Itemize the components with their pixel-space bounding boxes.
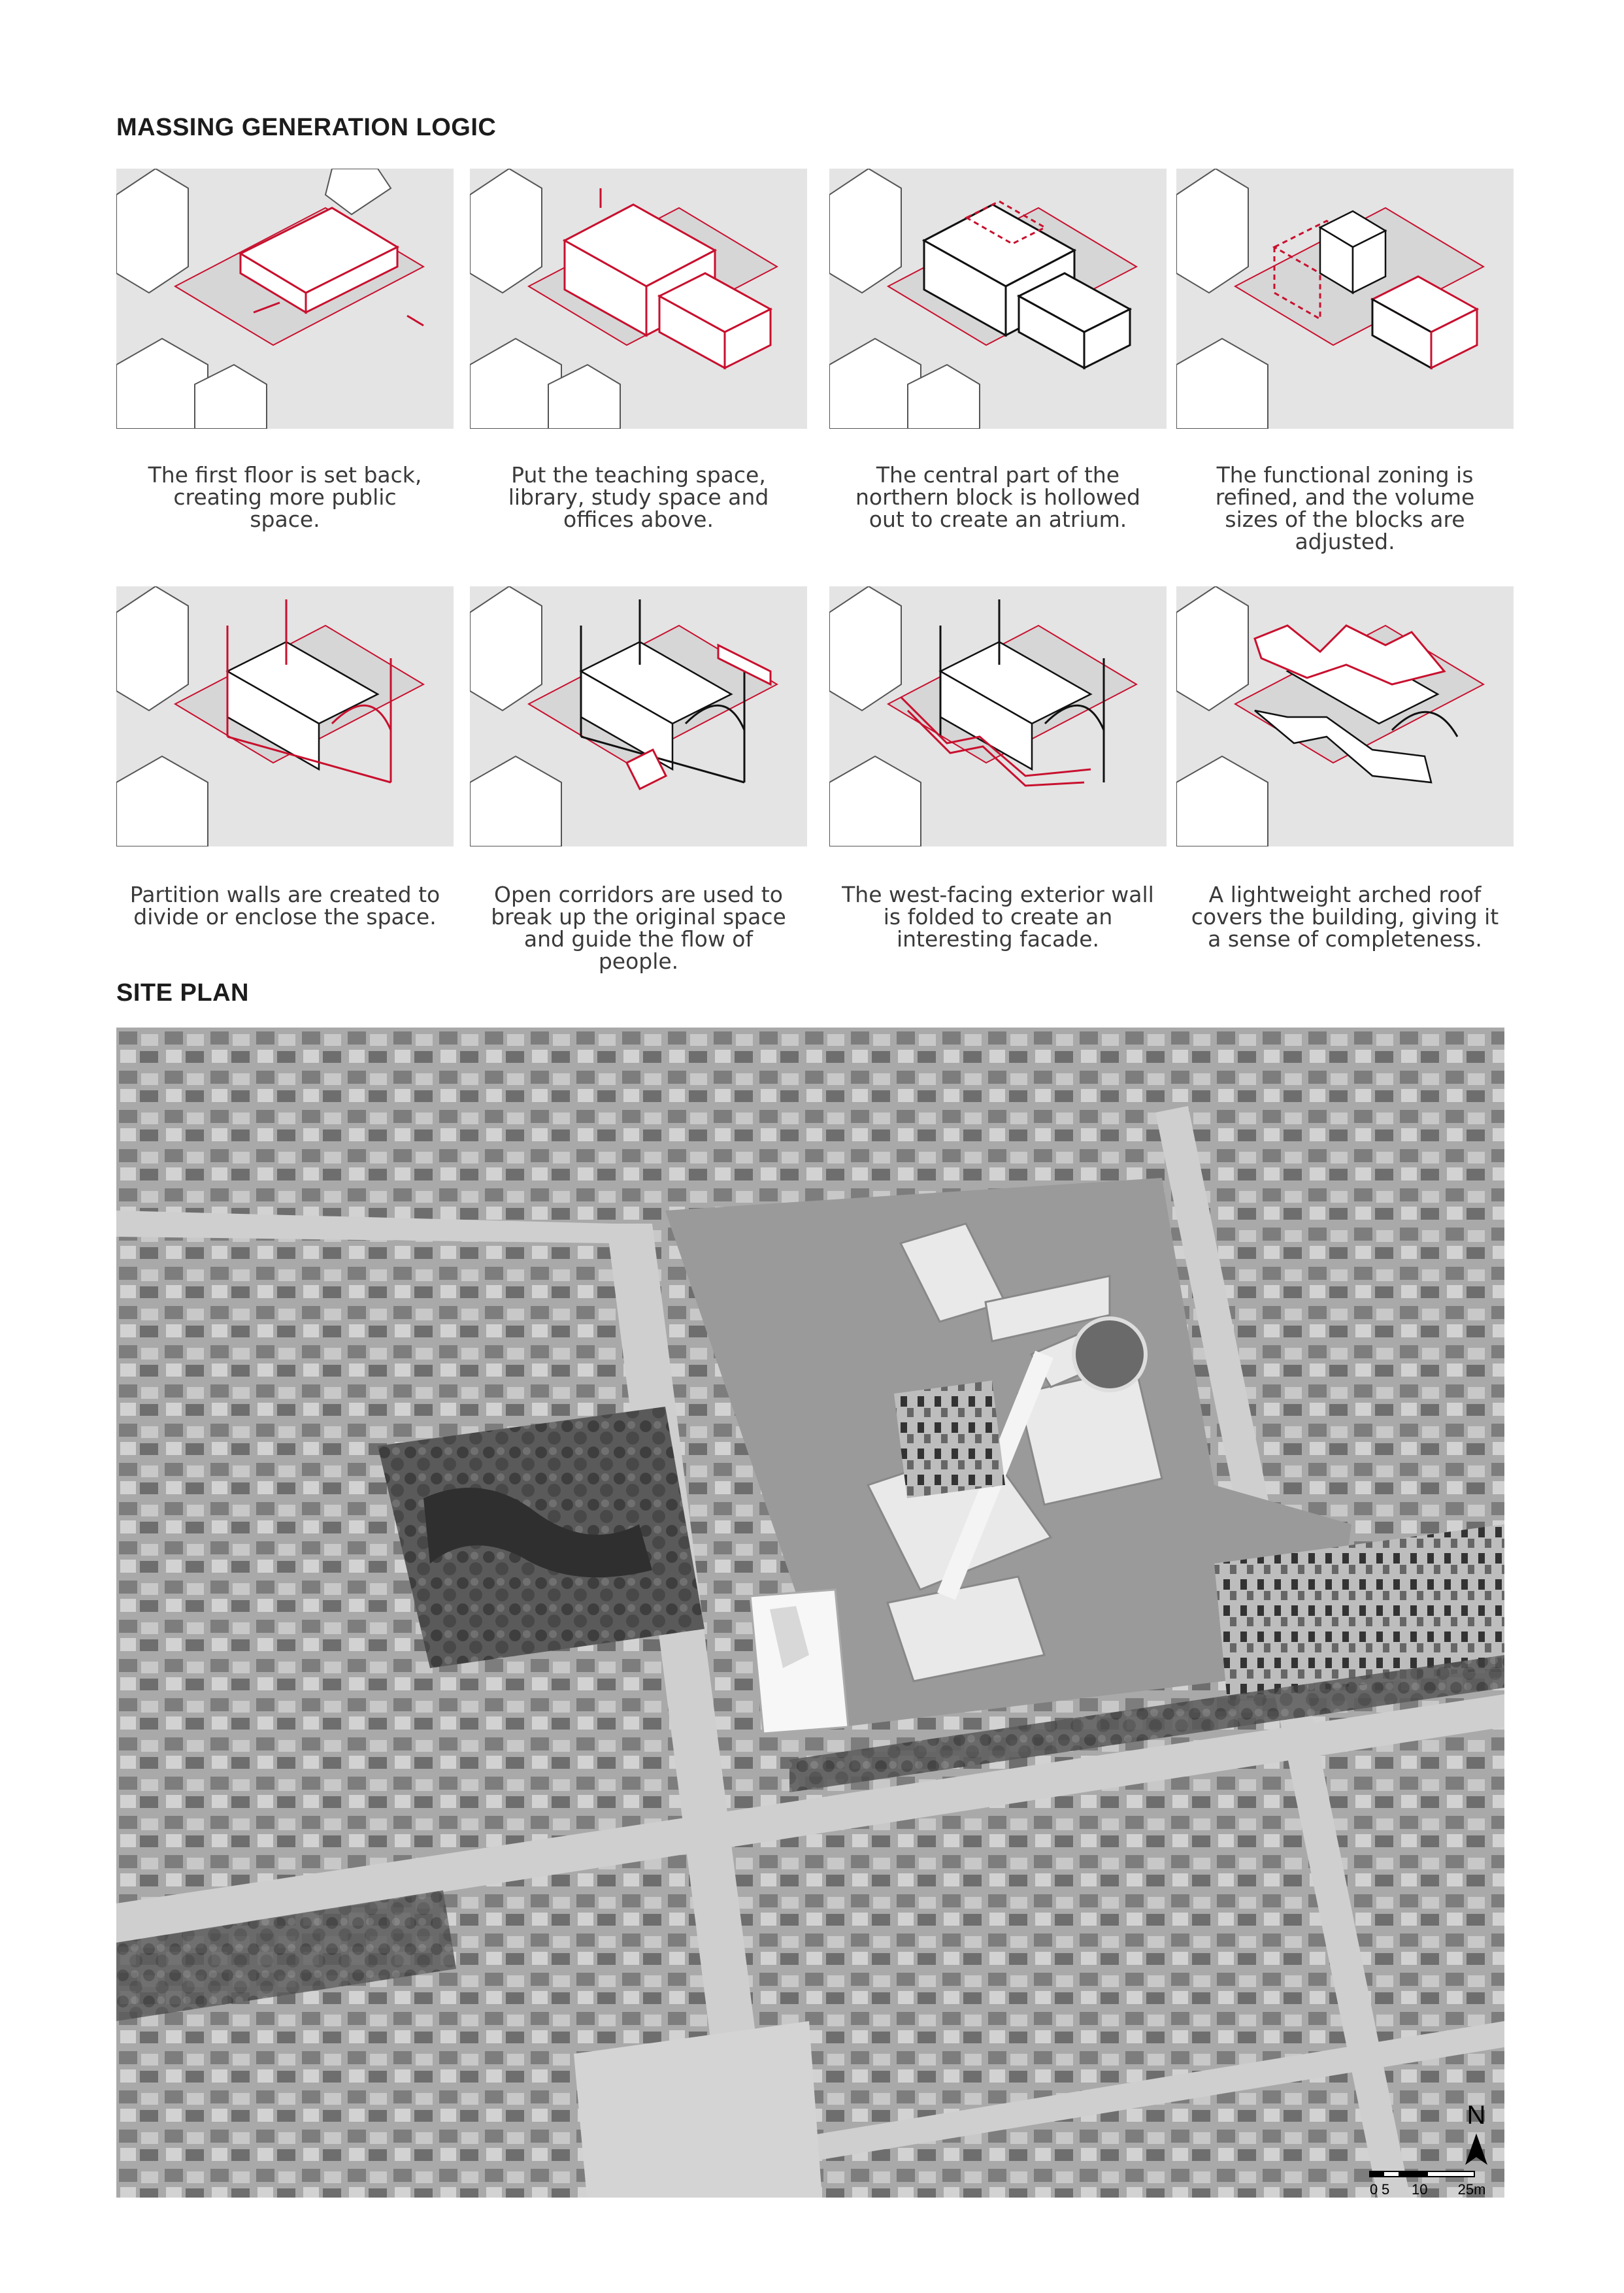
massing-step-6-caption: Open corridors are used to break up the original space and guide the flow of people.: [491, 882, 786, 974]
massing-step-7-diagram: [829, 586, 1167, 846]
scale-label-10: 10: [1412, 2181, 1428, 2198]
massing-step-2-diagram: [470, 169, 807, 429]
massing-step-6-diagram: [470, 586, 807, 846]
site-plan-section-title: SITE PLAN: [116, 979, 249, 1007]
north-label: N: [1467, 2101, 1486, 2130]
scale-label-0: 0: [1370, 2181, 1378, 2198]
massing-step-7-caption: The west-facing exterior wall is folded to create an interesting facade.: [842, 882, 1154, 952]
massing-step-2-caption: Put the teaching space, library, study space and offices above.: [508, 462, 769, 532]
site-plan-aerial-map: [116, 1028, 1504, 2198]
scale-label-25m: 25m: [1457, 2181, 1486, 2198]
massing-step-1-caption: The first floor is set back, creating more public space.: [148, 462, 422, 532]
massing-step-1-diagram: [116, 169, 454, 429]
massing-step-3-caption: The central part of the northern block is hollowed out to create an atrium.: [855, 462, 1140, 532]
massing-step-4-caption: The functional zoning is refined, and the volume sizes of the blocks are adjusted.: [1215, 462, 1475, 554]
scale-label-5: 5: [1382, 2181, 1390, 2198]
massing-step-8-caption: A lightweight arched roof covers the building, giving it a sense of completeness.: [1191, 882, 1499, 952]
massing-step-5-caption: Partition walls are created to divide or enclose the space.: [129, 882, 440, 929]
massing-section-title: MASSING GENERATION LOGIC: [116, 114, 497, 141]
massing-step-5-diagram: [116, 586, 454, 846]
massing-step-8-diagram: [1176, 586, 1514, 846]
proposed-building: [750, 1590, 848, 1733]
massing-step-4-diagram: [1176, 169, 1514, 429]
massing-step-3-diagram: [829, 169, 1167, 429]
